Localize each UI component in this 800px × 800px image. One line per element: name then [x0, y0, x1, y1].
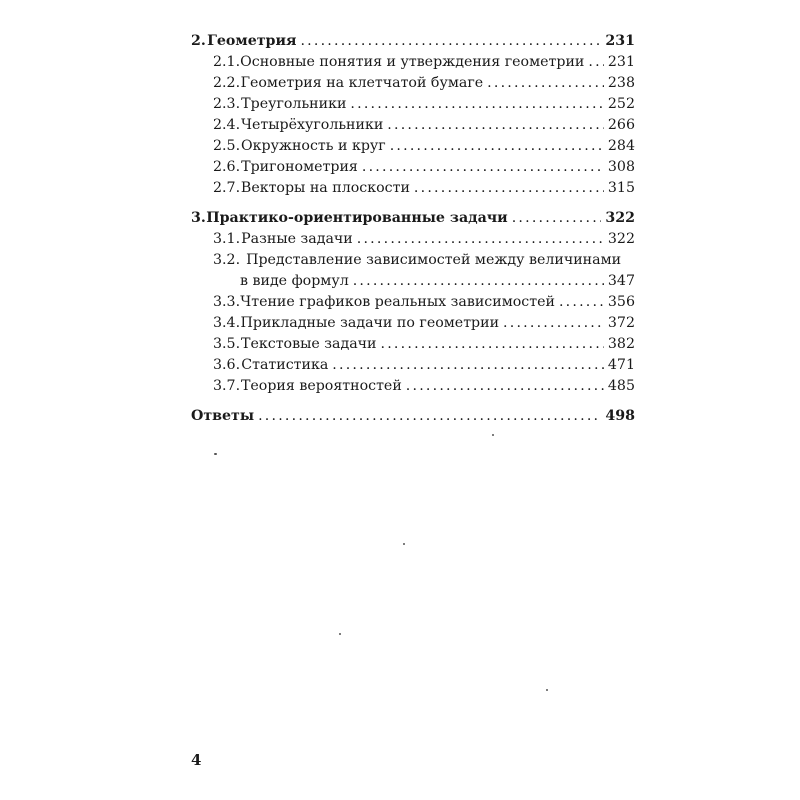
entry-title: Статистика — [241, 357, 329, 373]
toc-entry-row-first-line — [191, 250, 635, 271]
entry-number: 3.5. — [213, 336, 241, 352]
entry-number: 2.3. — [213, 96, 241, 112]
entry-number: 3.3. — [213, 294, 241, 310]
entry-page: 308 — [607, 159, 635, 175]
entry-title: Текстовые задачи — [241, 336, 377, 352]
entry-page: 266 — [607, 117, 635, 133]
dot-leader — [390, 136, 604, 157]
toc-entry-row — [191, 376, 635, 397]
toc-chapter-row — [191, 208, 635, 229]
entry-title: Чтение графиков реальных зависимостей — [240, 294, 555, 310]
entry-number: 2.5. — [213, 138, 241, 154]
entry-title: Векторы на плоскости — [240, 180, 410, 196]
toc-chapter-row — [191, 406, 635, 427]
entry-title: Представление зависимостей между величинами — [246, 252, 622, 268]
entry-number: 2.7. — [213, 180, 241, 196]
entry-number: 2.6. — [213, 159, 241, 175]
toc-entry-row-continuation — [191, 271, 635, 292]
dot-leader — [387, 115, 604, 136]
entry-page: 372 — [607, 315, 635, 331]
dot-leader — [381, 334, 604, 355]
entry-number: 3.4. — [213, 315, 241, 331]
entry-page: 471 — [607, 357, 635, 373]
dot-leader — [414, 178, 604, 199]
toc-entry-row — [191, 157, 635, 178]
scan-speck — [492, 434, 494, 436]
toc-entry-row — [191, 115, 635, 136]
dot-leader — [350, 94, 603, 115]
entry-title: Разные задачи — [241, 231, 353, 247]
toc-entry-row — [191, 136, 635, 157]
entry-number: 3.1. — [213, 231, 241, 247]
answers-page: 498 — [605, 408, 635, 424]
dot-leader — [300, 31, 601, 52]
toc-entry-row — [191, 313, 635, 334]
entry-page: 252 — [607, 96, 635, 112]
dot-leader — [353, 271, 604, 292]
toc-entry-row — [191, 52, 635, 73]
chapter-number: 2. — [191, 33, 206, 49]
entry-title: Тригонометрия — [241, 159, 358, 175]
dot-leader — [406, 376, 604, 397]
dot-leader — [362, 157, 604, 178]
page-number: 4 — [191, 751, 202, 769]
toc-entry-row — [191, 355, 635, 376]
entry-page: 238 — [607, 75, 635, 91]
toc-chapter-row — [191, 31, 635, 52]
dot-leader — [512, 208, 602, 229]
entry-title: Окружность и круг — [241, 138, 386, 154]
table-of-contents — [191, 31, 635, 427]
scan-speck — [214, 453, 217, 455]
dot-leader — [258, 406, 601, 427]
dot-leader — [487, 73, 604, 94]
entry-number: 3.6. — [213, 357, 241, 373]
entry-page: 315 — [607, 180, 635, 196]
entry-page: 322 — [607, 231, 635, 247]
entry-page: 356 — [607, 294, 635, 310]
entry-page: 284 — [607, 138, 635, 154]
entry-page: 382 — [607, 336, 635, 352]
toc-section-geometry — [191, 31, 635, 199]
chapter-title: Геометрия — [207, 33, 297, 49]
dot-leader — [332, 355, 604, 376]
toc-entry-row — [191, 229, 635, 250]
entry-title: Треугольники — [241, 96, 347, 112]
answers-title: Ответы — [191, 408, 255, 424]
scan-speck — [403, 543, 405, 545]
dot-leader — [357, 229, 604, 250]
dot-leader — [588, 52, 604, 73]
entry-title: Теория вероятностей — [240, 378, 402, 394]
chapter-page: 322 — [605, 210, 635, 226]
toc-entry-row — [191, 94, 635, 115]
toc-entry-row — [191, 178, 635, 199]
entry-title: Геометрия на клетчатой бумаге — [240, 75, 484, 91]
entry-number: 2.4. — [213, 117, 241, 133]
toc-entry-row — [191, 292, 635, 313]
scan-speck — [546, 689, 548, 691]
dot-leader — [559, 292, 604, 313]
entry-title: Четырёхугольники — [241, 117, 384, 133]
toc-entry-row — [191, 73, 635, 94]
entry-number: 3.7. — [213, 378, 241, 394]
toc-entry-row — [191, 334, 635, 355]
entry-page: 485 — [607, 378, 635, 394]
scan-speck — [339, 633, 341, 635]
chapter-number: 3. — [191, 210, 206, 226]
entry-number: 2.1. — [213, 54, 241, 70]
entry-title: Прикладные задачи по геометрии — [240, 315, 500, 331]
entry-title-continuation: в виде формул — [240, 273, 349, 289]
dot-leader — [503, 313, 604, 334]
entry-page: 231 — [607, 54, 635, 70]
entry-title: Основные понятия и утверждения геометрии — [240, 54, 585, 70]
entry-number: 3.2. — [213, 252, 241, 268]
entry-page: 347 — [607, 273, 635, 289]
chapter-title: Практико-ориентированные задачи — [206, 210, 508, 226]
entry-number: 2.2. — [213, 75, 241, 91]
toc-section-answers — [191, 406, 635, 427]
chapter-page: 231 — [605, 33, 635, 49]
toc-section-practical-tasks — [191, 208, 635, 397]
